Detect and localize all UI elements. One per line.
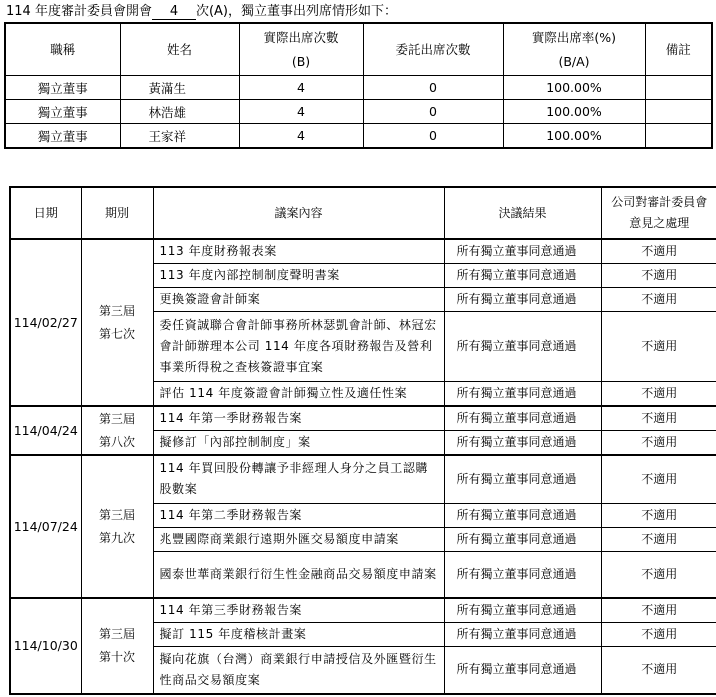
proxy-count: 0 — [363, 76, 503, 100]
motion-content: 兆豐國際商業銀行遠期外匯交易額度申請案 — [153, 527, 444, 551]
session-number: 第八次 — [98, 434, 135, 449]
motion-result: 所有獨立董事同意通過 — [444, 431, 601, 456]
header-remarks: 備註 — [645, 23, 712, 76]
header-name: 姓名 — [120, 23, 239, 76]
attendance-rate: 100.00% — [503, 124, 645, 149]
motion-handling: 不適用 — [601, 623, 716, 647]
motion-handling: 不適用 — [601, 406, 716, 431]
header-result: 決議結果 — [444, 187, 601, 239]
table-row — [5, 124, 712, 149]
motion-content: 114 年第一季財務報告案 — [153, 406, 444, 431]
motion-content: 114 年第三季財務報告案 — [153, 598, 444, 623]
motion-result: 所有獨立董事同意通過 — [444, 623, 601, 647]
proxy-count: 0 — [363, 124, 503, 149]
motion-handling: 不適用 — [601, 239, 716, 264]
attendance-rate: 100.00% — [503, 100, 645, 124]
header-session: 期別 — [81, 187, 153, 239]
motion-content: 評估 114 年度簽證會計師獨立性及適任性案 — [153, 382, 444, 407]
motion-result: 所有獨立董事同意通過 — [444, 598, 601, 623]
table-row — [10, 455, 716, 503]
motion-result: 所有獨立董事同意通過 — [444, 382, 601, 407]
motion-handling: 不適用 — [601, 527, 716, 551]
motion-content: 114 年第二季財務報告案 — [153, 503, 444, 527]
table-row — [10, 598, 716, 623]
motion-handling: 不適用 — [601, 382, 716, 407]
meeting-session — [81, 598, 153, 694]
attendance-rate: 100.00% — [503, 76, 645, 100]
motion-handling: 不適用 — [601, 288, 716, 312]
table-row — [10, 406, 716, 431]
session-number: 第十次 — [98, 649, 135, 664]
header-actual-line1: 實際出席次數 — [263, 29, 339, 45]
motion-content: 更換簽證會計師案 — [153, 288, 444, 312]
director-name: 林浩雄 — [120, 100, 239, 124]
motion-handling: 不適用 — [601, 598, 716, 623]
table-row — [5, 76, 712, 100]
meeting-date: 114/07/24 — [10, 455, 81, 598]
motion-handling: 不適用 — [601, 431, 716, 456]
motion-content: 擬向花旗（台灣）商業銀行申請授信及外匯暨衍生性商品交易額度案 — [153, 647, 444, 694]
motion-result: 所有獨立董事同意通過 — [444, 503, 601, 527]
motion-result: 所有獨立董事同意通過 — [444, 455, 601, 503]
header-handling-line1: 公司對審計委員會 — [611, 195, 708, 209]
remarks — [645, 76, 712, 100]
motion-result: 所有獨立董事同意通過 — [444, 312, 601, 382]
header-date: 日期 — [10, 187, 81, 239]
motion-content: 擬訂 115 年度稽核計畫案 — [153, 623, 444, 647]
director-name: 王家祥 — [120, 124, 239, 149]
motion-result: 所有獨立董事同意通過 — [444, 647, 601, 694]
meeting-session — [81, 455, 153, 598]
session-term: 第三屆 — [98, 303, 135, 318]
session-term: 第三屆 — [98, 411, 135, 426]
director-title: 獨立董事 — [5, 76, 120, 100]
meeting-session — [81, 239, 153, 406]
remarks — [645, 124, 712, 149]
motion-result: 所有獨立董事同意通過 — [444, 264, 601, 288]
meeting-date: 114/04/24 — [10, 406, 81, 455]
header-title: 職稱 — [5, 23, 120, 76]
motion-result: 所有獨立董事同意通過 — [444, 406, 601, 431]
motion-content: 擬修訂「內部控制制度」案 — [153, 431, 444, 456]
motion-content: 114 年買回股份轉讓予非經理人身分之員工認購股數案 — [153, 455, 444, 503]
attendance-header-row — [5, 23, 712, 76]
resolutions-header-row — [10, 187, 716, 239]
director-name: 黃滿生 — [120, 76, 239, 100]
motion-handling: 不適用 — [601, 455, 716, 503]
director-title: 獨立董事 — [5, 124, 120, 149]
motion-handling: 不適用 — [601, 503, 716, 527]
table-row — [5, 100, 712, 124]
header-handling — [601, 187, 716, 239]
meeting-date: 114/02/27 — [10, 239, 81, 406]
meeting-date: 114/10/30 — [10, 598, 81, 694]
header-rate-line1: 實際出席率(%) — [531, 29, 617, 45]
motion-result: 所有獨立董事同意通過 — [444, 239, 601, 264]
session-term: 第三屆 — [98, 507, 135, 522]
motion-handling: 不適用 — [601, 647, 716, 694]
motion-handling: 不適用 — [601, 312, 716, 382]
attendance-table — [4, 22, 713, 149]
meeting-session — [81, 406, 153, 455]
header-proxy: 委託出席次數 — [363, 23, 503, 76]
header-rate-line2: (B/A) — [558, 53, 590, 69]
resolutions-table — [9, 186, 716, 695]
motion-handling: 不適用 — [601, 264, 716, 288]
header-rate — [503, 23, 645, 76]
table-row — [10, 239, 716, 264]
header-handling-line2: 意見之處理 — [629, 216, 690, 230]
motion-handling: 不適用 — [601, 551, 716, 598]
meeting-count: 4 — [152, 5, 196, 20]
header-actual — [239, 23, 363, 76]
motion-result: 所有獨立董事同意通過 — [444, 551, 601, 598]
motion-result: 所有獨立董事同意通過 — [444, 288, 601, 312]
header-actual-line2: (B) — [291, 53, 311, 69]
session-number: 第九次 — [98, 530, 135, 545]
motion-content: 委任資誠聯合會計師事務所林瑟凱會計師、林冠宏會計師辦理本公司 114 年度各項財務報告及營利事業所得稅之查核簽證事宜案 — [153, 312, 444, 382]
attendance-heading — [6, 4, 397, 20]
remarks — [645, 100, 712, 124]
actual-count: 4 — [239, 124, 363, 149]
session-number: 第七次 — [98, 326, 135, 341]
proxy-count: 0 — [363, 100, 503, 124]
motion-content: 113 年度財務報表案 — [153, 239, 444, 264]
actual-count: 4 — [239, 100, 363, 124]
actual-count: 4 — [239, 76, 363, 100]
motion-content: 113 年度內部控制制度聲明書案 — [153, 264, 444, 288]
heading-prefix: 114 年度審計委員會開會 — [6, 4, 152, 19]
director-title: 獨立董事 — [5, 100, 120, 124]
motion-result: 所有獨立董事同意通過 — [444, 527, 601, 551]
session-term: 第三屆 — [98, 626, 135, 641]
heading-suffix: 次(A)，獨立董事出列席情形如下： — [195, 4, 397, 19]
header-content: 議案內容 — [153, 187, 444, 239]
motion-content: 國泰世華商業銀行衍生性金融商品交易額度申請案 — [153, 551, 444, 598]
